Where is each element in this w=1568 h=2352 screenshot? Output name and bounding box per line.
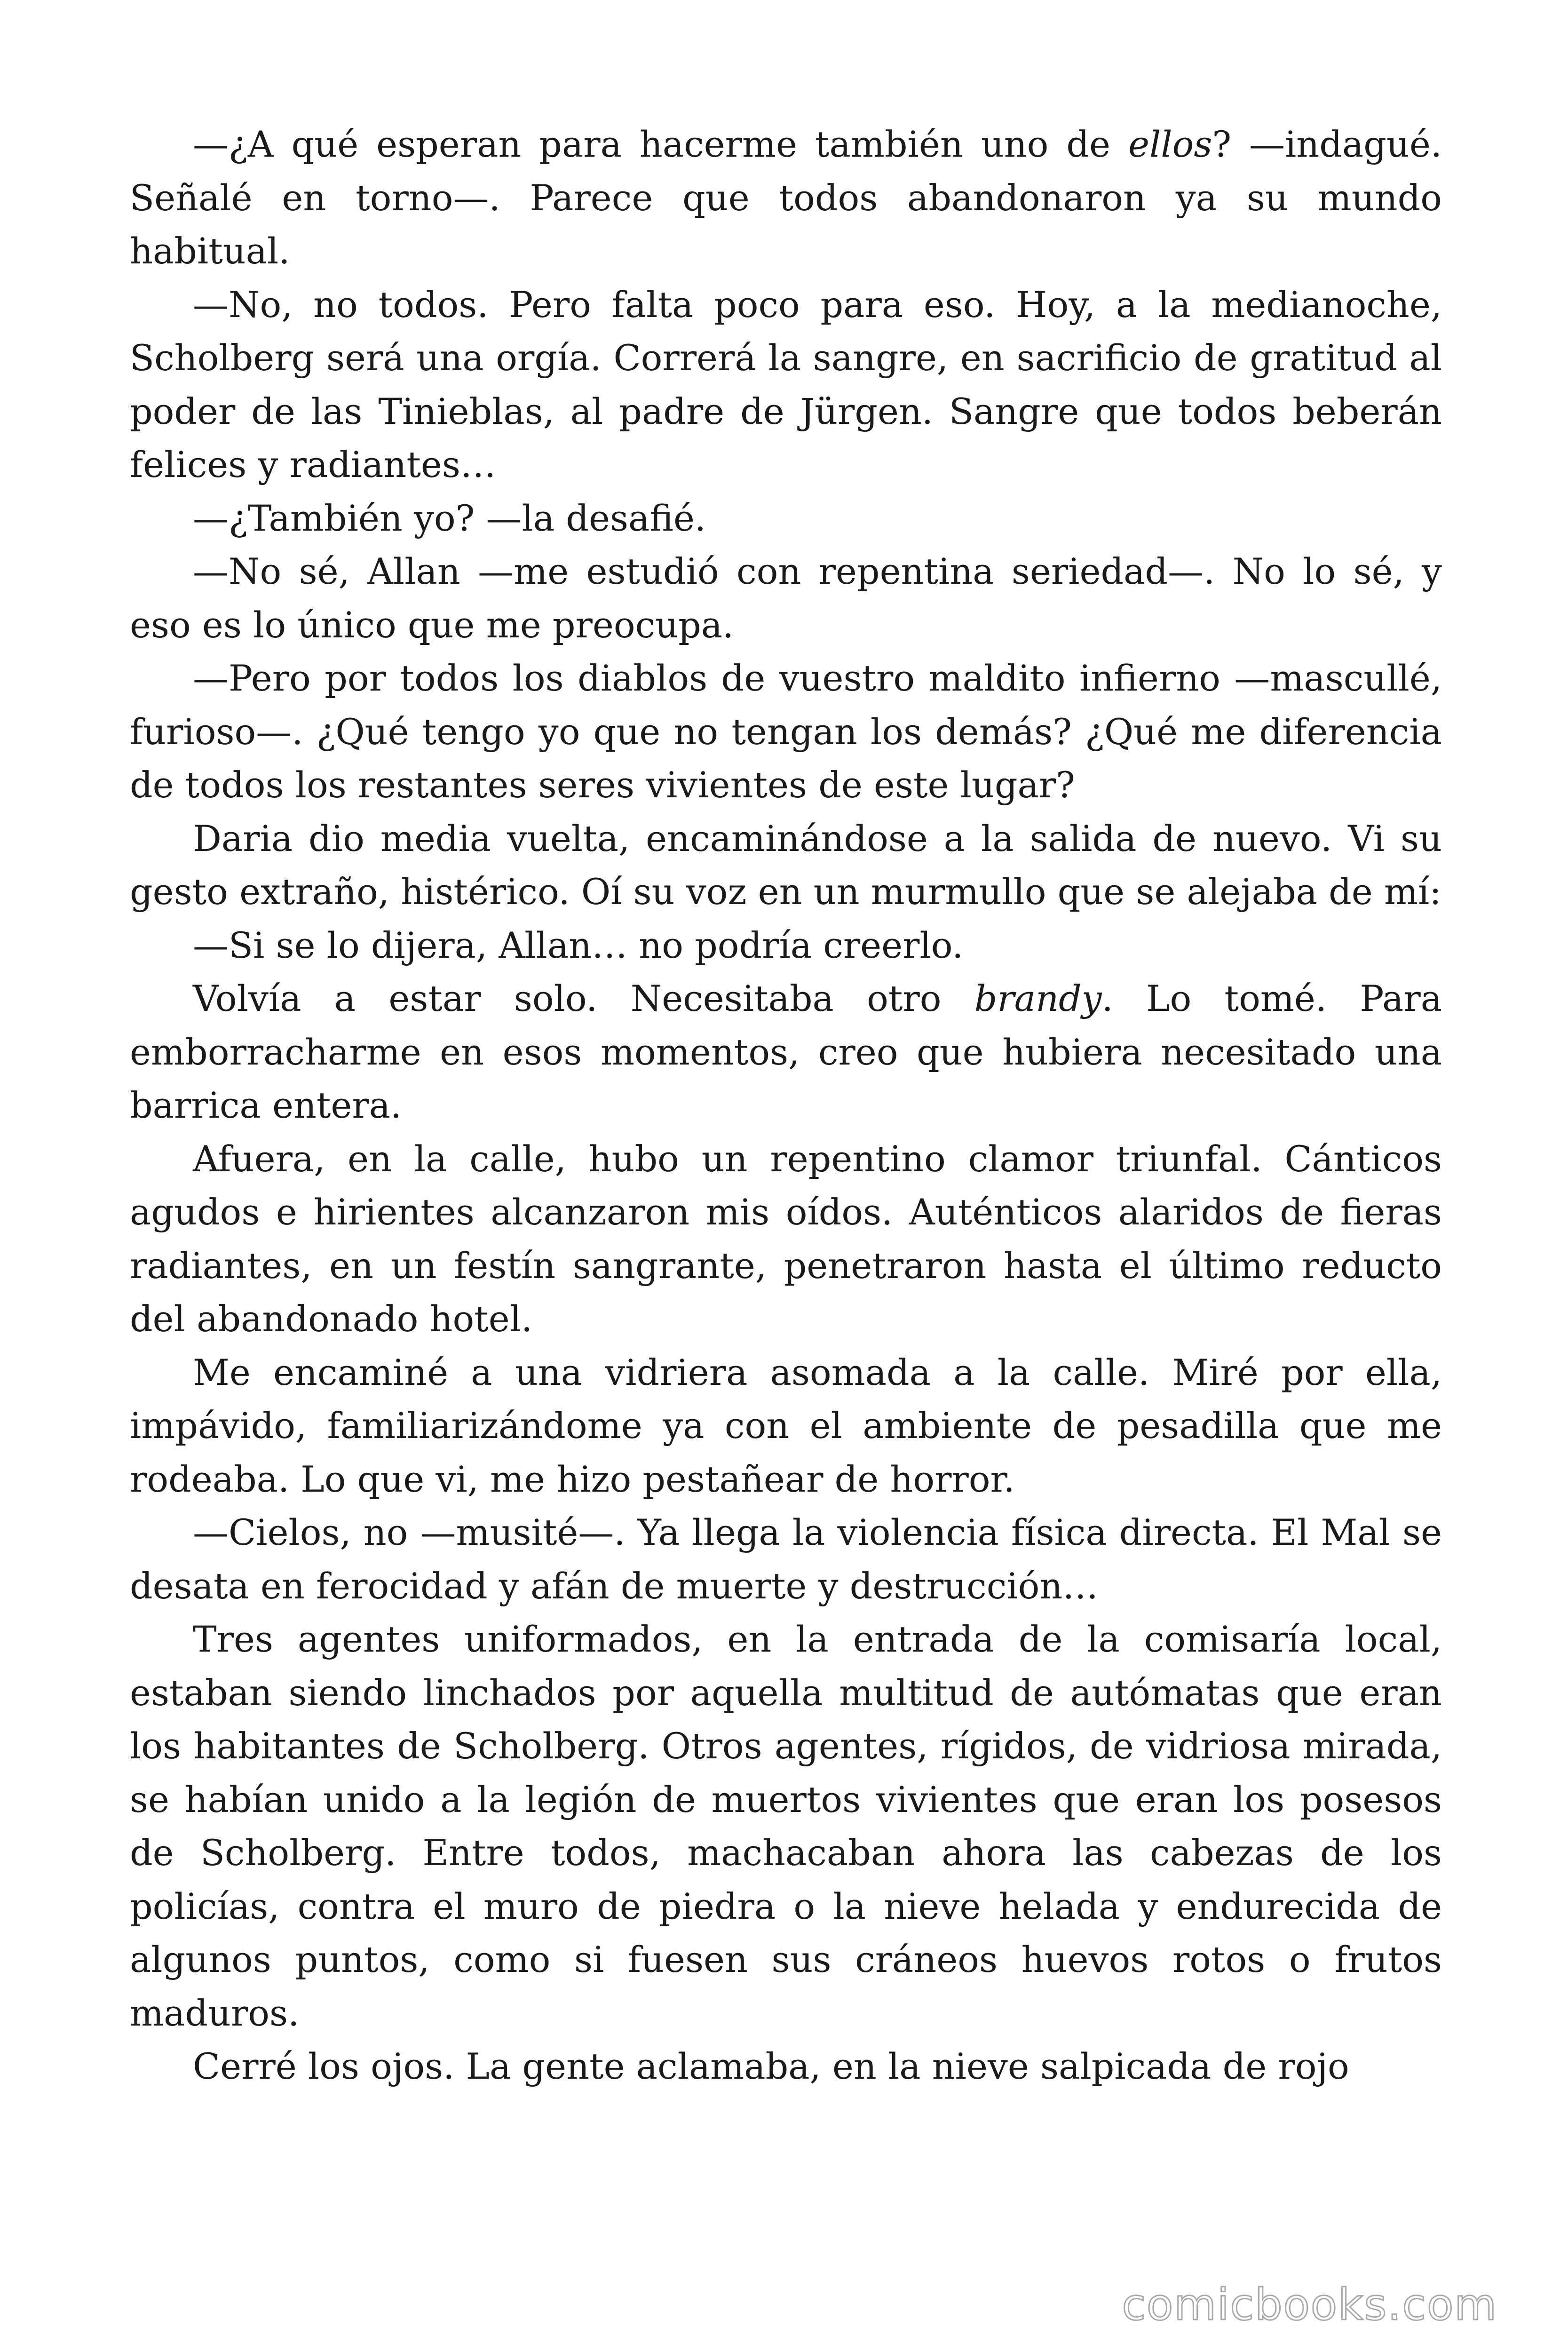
italic-word: brandy [974, 977, 1102, 1019]
watermark: comicbooks.com [1122, 2280, 1497, 2330]
paragraph-text: —Si se lo dijera, Allan… no podría creerlo. [193, 924, 964, 966]
paragraph [130, 118, 1442, 278]
paragraph-text: —Pero por todos los diablos de vuestro maldito infierno —mascullé, furioso—. ¿Qué tengo yo que no tengan los demás? ¿Qué me diferencia de todos los restantes seres vivientes de este lugar? [130, 657, 1442, 806]
paragraph [130, 652, 1442, 812]
paragraph [130, 1506, 1442, 1613]
paragraph-text: —No, no todos. Pero falta poco para eso. Hoy, a la medianoche, Scholberg será una orgía. Correrá la sangre, en sacrificio de gratitud al poder de las Tinieblas, al padre de Jürgen. Sangre que todos beberán felices y radiantes… [130, 283, 1442, 485]
paragraph-text: ? —indagué. Señalé en torno—. Parece que todos abandonaron ya su mundo habitual. [130, 123, 1442, 272]
paragraph-text: Daria dio media vuelta, encaminándose a la salida de nuevo. Vi su gesto extraño, histérico. Oí su voz en un murmullo que se alejaba de mí: [130, 817, 1442, 913]
paragraph-text: —No sé, Allan —me estudió con repentina seriedad—. No lo sé, y eso es lo único que me preocupa. [130, 550, 1442, 646]
paragraph-text: —¿A qué esperan para hacerme también uno de [193, 123, 1128, 165]
paragraph [130, 1132, 1442, 1346]
paragraph-text: . Lo tomé. Para emborracharme en esos momentos, creo que hubiera necesitado una barrica entera. [130, 977, 1442, 1126]
paragraph [130, 1613, 1442, 2040]
paragraph [130, 492, 1442, 545]
paragraph [130, 2040, 1442, 2093]
paragraph [130, 1346, 1442, 1506]
paragraph [130, 278, 1442, 492]
italic-word: ellos [1128, 123, 1212, 165]
paragraph-text: —¿También yo? —la desafié. [193, 497, 706, 539]
paragraph-text: Cerré los ojos. La gente aclamaba, en la nieve salpicada de rojo [193, 2045, 1349, 2087]
paragraph [130, 919, 1442, 972]
paragraph-text: Volvía a estar solo. Necesitaba otro [193, 977, 974, 1019]
paragraph [130, 972, 1442, 1132]
paragraph-text: —Cielos, no —musité—. Ya llega la violencia física directa. El Mal se desata en ferocidad y afán de muerte y destrucción… [130, 1511, 1442, 1607]
document-body [130, 118, 1442, 2093]
paragraph [130, 812, 1442, 919]
paragraph-text: Me encaminé a una vidriera asomada a la calle. Miré por ella, impávido, familiarizándome ya con el ambiente de pesadilla que me rodeaba. Lo que vi, me hizo pestañear de horror. [130, 1351, 1442, 1500]
paragraph-text: Tres agentes uniformados, en la entrada de la comisaría local, estaban siendo linchados por aquella multitud de autómatas que eran los habitantes de Scholberg. Otros agentes, rígidos, de vidriosa mirada, se habían unido a la legión de muertos vivientes que eran los posesos de Scholberg. Entre todos, machacaban ahora las cabezas de los policías, contra el muro de piedra o la nieve helada y endurecida de algunos puntos, como si fuesen sus cráneos huevos rotos o frutos maduros. [130, 1618, 1442, 2034]
paragraph [130, 545, 1442, 652]
paragraph-text: Afuera, en la calle, hubo un repentino clamor triunfal. Cánticos agudos e hirientes alcanzaron mis oídos. Auténticos alaridos de fieras radiantes, en un festín sangrante, penetraron hasta el último reducto del abandonado hotel. [130, 1137, 1442, 1340]
